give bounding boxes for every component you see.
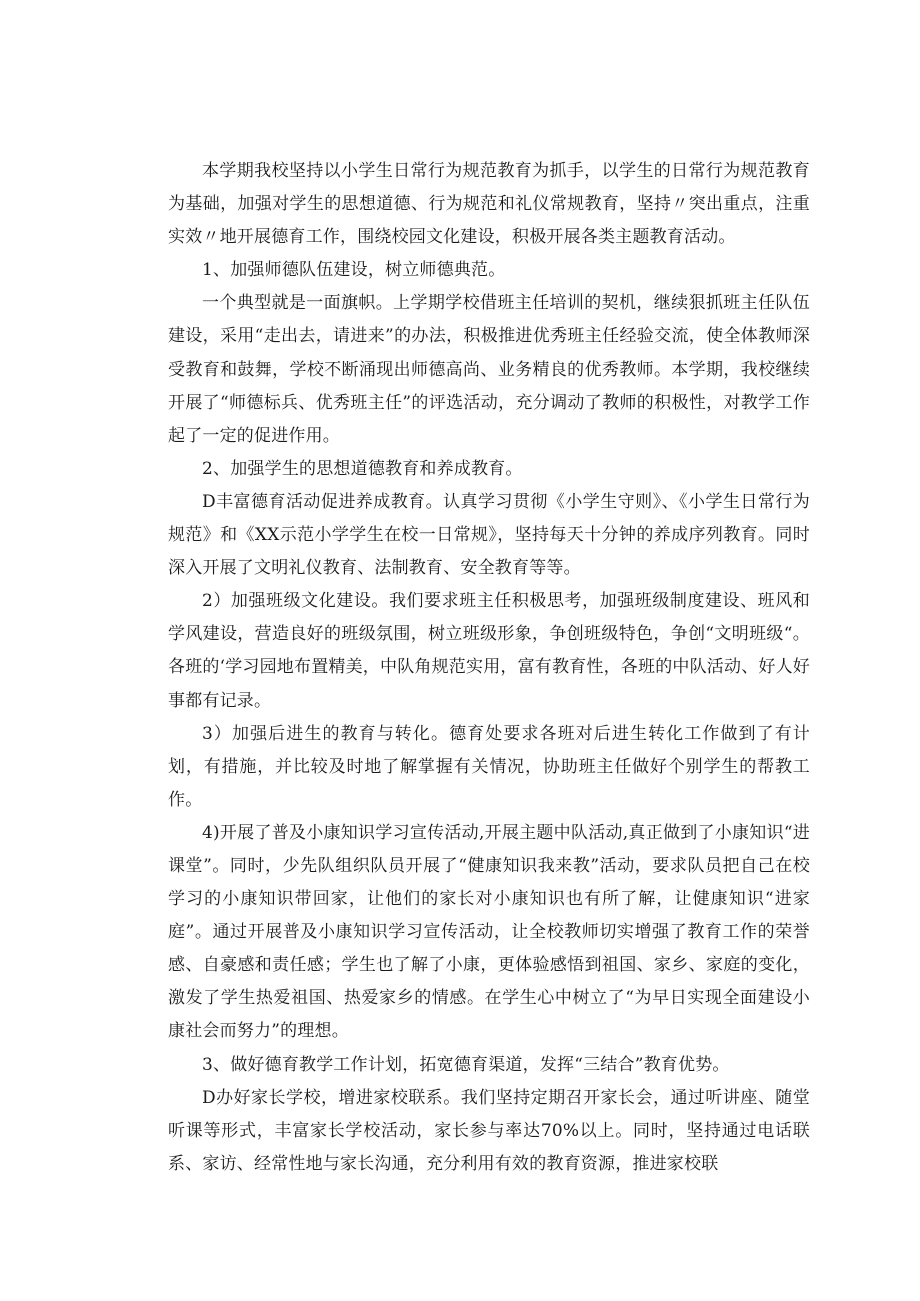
paragraph-parent-school: D办好家长学校，增进家校联系。我们坚持定期召开家长会，通过听讲座、随堂听课等形式，丰富家长学校活动，家长参与率达70%以上。同时，坚持通过电话联系、家访、经常性地与家长沟通，充分利用有效的教育资源，推进家校联 <box>168 1087 810 1174</box>
paragraph-class-culture: 2）加强班级文化建设。我们要求班主任积极思考，加强班级制度建设、班风和学风建设，营造良好的班级氛围，树立班级形象，争创班级特色，争创“文明班级“。各班的‘学习园地布置精美，中队角规范实用，富有教育性，各班的中队活动、好人好事都有记录。 <box>168 591 811 711</box>
paragraph-underperforming-students: 3）加强后进生的教育与转化。德育处要求各班对后进生转化工作做到了有计划，有措施，并比较及时地了解掌握有关情况，协助班主任做好个别学生的帮教工作。 <box>168 723 810 810</box>
section-heading-3: 3、做好德育教学工作计划，拓宽德育渠道，发挥“三结合”教育优势。 <box>202 1054 730 1075</box>
section-heading-1: 1、加强师德队伍建设，树立师德典范。 <box>202 260 506 281</box>
paragraph-moral-activities: D丰富德育活动促进养成教育。认真学习贯彻《小学生守则》、《小学生日常行为规范》和《XX示范小学学生在校一日常规》，坚持每天十分钟的养成序列教育。同时深入开展了文明礼仪教育、法制教育、安全教育等等。 <box>168 491 810 579</box>
paragraph-teacher-ethics: 一个典型就是一面旗帜。上学期学校借班主任培训的契机，继续狠抓班主任队伍建设，采用“走出去，请进来”的办法，积极推进优秀班主任经验交流，使全体教师深受教育和鼓舞，学校不断涌现出师德高尚、业务精良的优秀教师。本学期，我校继续开展了“师德标兵、优秀班主任”的评选活动，充分调动了教师的积极性，对教学工作起了一定的促进作用。 <box>168 293 810 446</box>
paragraph-intro: 本学期我校坚持以小学生日常行为规范教育为抓手，以学生的日常行为规范教育为基础，加强对学生的思想道德、行为规范和礼仪常规教育，坚持〃突出重点，注重实效〃地开展德育工作，围绕校园文化建设，积极开展各类主题教育活动。 <box>168 161 810 248</box>
paragraph-xiaokang-knowledge: 4)开展了普及小康知识学习宣传活动,开展主题中队活动,真正做到了小康知识“进课堂”。同时，少先队组织队员开展了“健康知识我来教”活动，要求队员把自己在校学习的小康知识带回家，让他们的家长对小康知识也有所了解，让健康知识“进家庭”。通过开展普及小康知识学习宣传活动，让全校教师切实增强了教育工作的荣誉感、自豪感和责任感；学生也了解了小康，更体验感悟到祖国、家乡、家庭的变化，激发了学生热爱祖国、热爱家乡的情感。在学生心中树立了“为早日实现全面建设小康社会而努力”的理想。 <box>168 822 810 1042</box>
document-body <box>168 155 810 1181</box>
section-heading-2: 2、加强学生的思想道德教育和养成教育。 <box>202 458 523 479</box>
